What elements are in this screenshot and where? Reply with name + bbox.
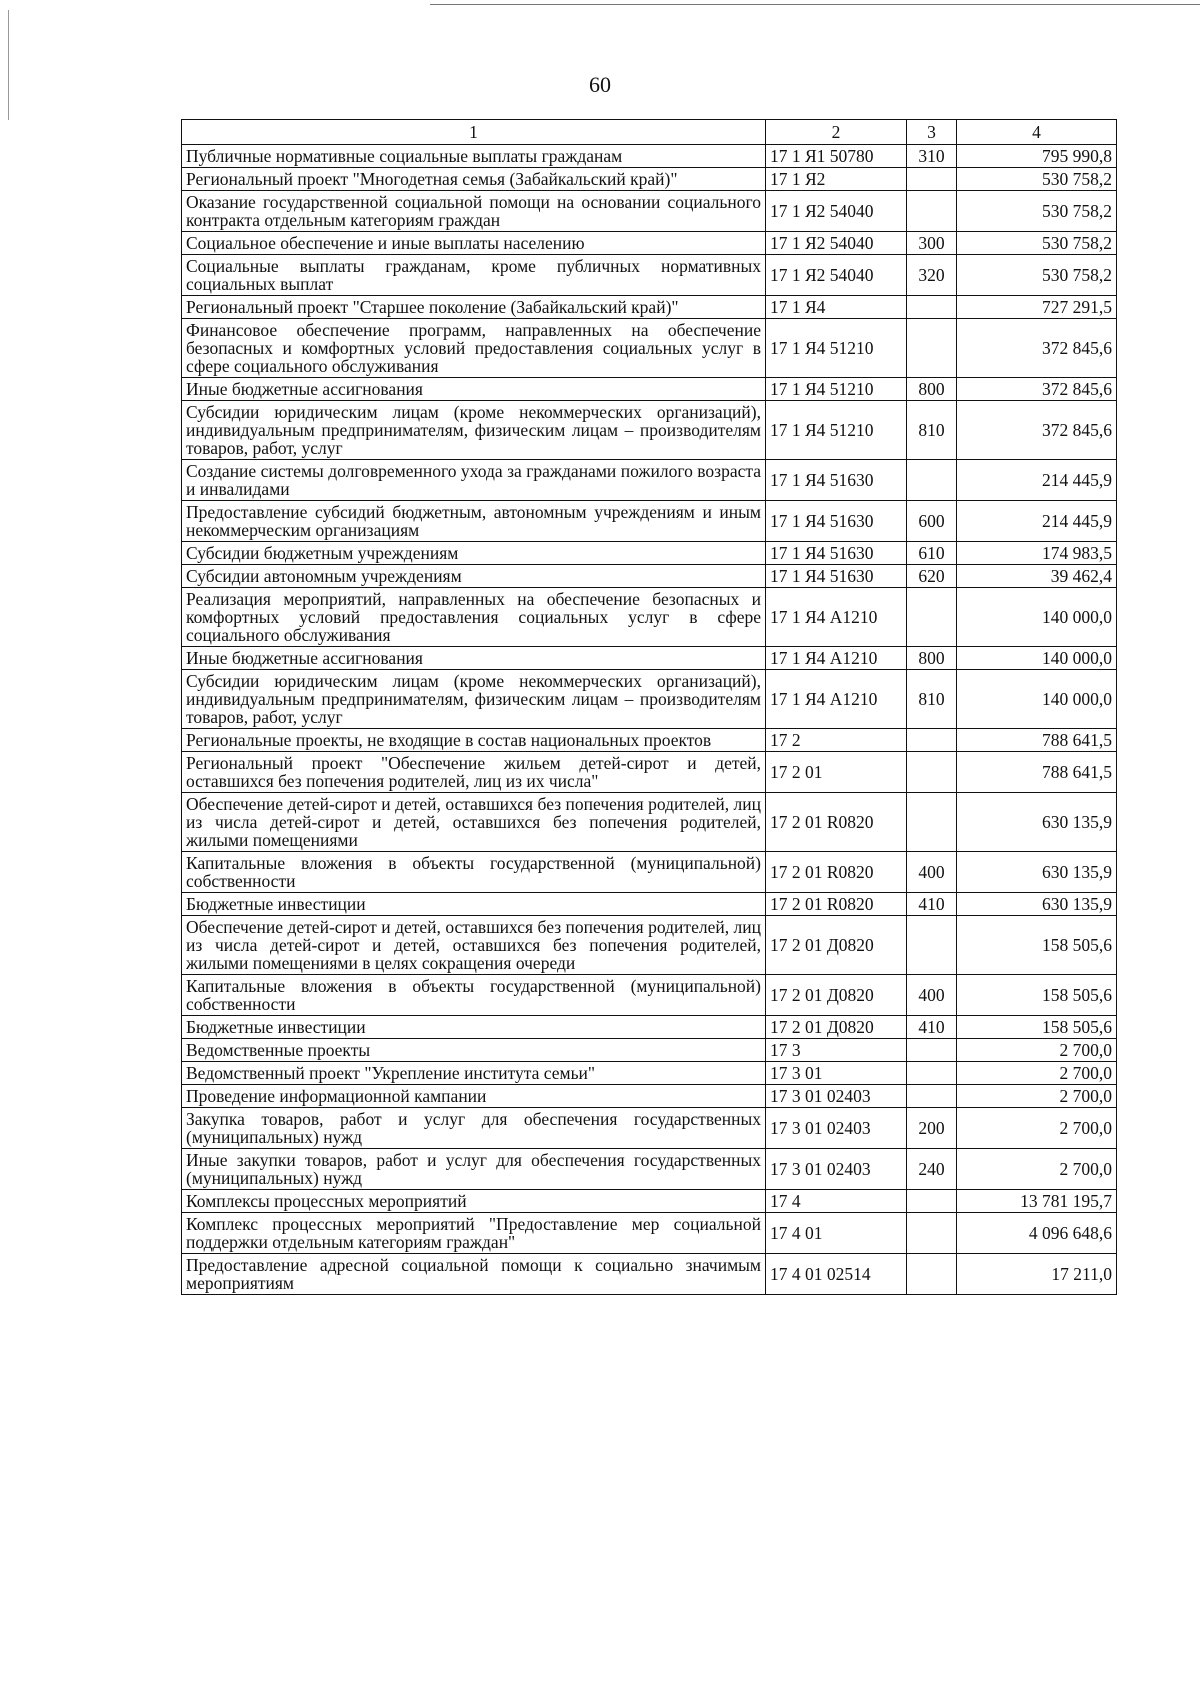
table-row	[182, 168, 1117, 191]
row-code-cell: 17 2 01 R0820	[766, 852, 907, 893]
row-code-cell: 17 2	[766, 729, 907, 752]
row-amount-cell: 2 700,0	[957, 1062, 1117, 1085]
table-row	[182, 565, 1117, 588]
row-amount-cell: 4 096 648,6	[957, 1213, 1117, 1254]
table-row	[182, 1213, 1117, 1254]
table-row	[182, 852, 1117, 893]
row-name-cell: Социальные выплаты гражданам, кроме публичных нормативных социальных выплат	[182, 255, 766, 296]
table-row	[182, 401, 1117, 460]
table-row	[182, 319, 1117, 378]
row-code-cell: 17 1 Я2 54040	[766, 255, 907, 296]
row-expense-type-cell	[907, 1085, 957, 1108]
row-amount-cell: 140 000,0	[957, 588, 1117, 647]
row-expense-type-cell	[907, 1039, 957, 1062]
table-row	[182, 1016, 1117, 1039]
row-code-cell: 17 3	[766, 1039, 907, 1062]
row-code-cell: 17 1 Я4 А1210	[766, 670, 907, 729]
row-expense-type-cell: 800	[907, 378, 957, 401]
table-row	[182, 647, 1117, 670]
table-row	[182, 916, 1117, 975]
table-row	[182, 145, 1117, 168]
row-code-cell: 17 1 Я2	[766, 168, 907, 191]
row-code-cell: 17 3 01	[766, 1062, 907, 1085]
row-amount-cell: 530 758,2	[957, 168, 1117, 191]
table-row	[182, 793, 1117, 852]
row-name-cell: Обеспечение детей-сирот и детей, оставшихся без попечения родителей, лиц из числа детей-сирот и детей, оставшихся без попечения родителей, жилыми помещениями	[182, 793, 766, 852]
row-amount-cell: 140 000,0	[957, 647, 1117, 670]
table-row	[182, 255, 1117, 296]
row-name-cell: Предоставление субсидий бюджетным, автономным учреждениям и иным некоммерческим организациям	[182, 501, 766, 542]
table-row	[182, 1254, 1117, 1295]
row-code-cell: 17 1 Я4 51630	[766, 501, 907, 542]
row-amount-cell: 140 000,0	[957, 670, 1117, 729]
row-code-cell: 17 1 Я2 54040	[766, 232, 907, 255]
row-code-cell: 17 2 01 Д0820	[766, 975, 907, 1016]
row-expense-type-cell: 610	[907, 542, 957, 565]
row-expense-type-cell: 810	[907, 670, 957, 729]
row-amount-cell: 2 700,0	[957, 1039, 1117, 1062]
row-amount-cell: 39 462,4	[957, 565, 1117, 588]
table-row	[182, 501, 1117, 542]
row-name-cell: Создание системы долговременного ухода за гражданами пожилого возраста и инвалидами	[182, 460, 766, 501]
row-expense-type-cell	[907, 1190, 957, 1213]
row-amount-cell: 2 700,0	[957, 1149, 1117, 1190]
row-expense-type-cell: 400	[907, 852, 957, 893]
row-code-cell: 17 1 Я4	[766, 296, 907, 319]
row-amount-cell: 372 845,6	[957, 319, 1117, 378]
row-code-cell: 17 4 01 02514	[766, 1254, 907, 1295]
row-amount-cell: 630 135,9	[957, 852, 1117, 893]
row-amount-cell: 630 135,9	[957, 793, 1117, 852]
row-code-cell: 17 2 01 R0820	[766, 893, 907, 916]
row-code-cell: 17 4	[766, 1190, 907, 1213]
row-expense-type-cell	[907, 168, 957, 191]
row-amount-cell: 530 758,2	[957, 255, 1117, 296]
row-name-cell: Субсидии юридическим лицам (кроме некоммерческих организаций), индивидуальным предпринимателям, физическим лицам – производителям товаров, работ, услуг	[182, 401, 766, 460]
row-name-cell: Субсидии бюджетным учреждениям	[182, 542, 766, 565]
row-expense-type-cell: 800	[907, 647, 957, 670]
row-expense-type-cell	[907, 752, 957, 793]
row-name-cell: Региональные проекты, не входящие в состав национальных проектов	[182, 729, 766, 752]
scan-margin-line	[8, 10, 9, 120]
row-name-cell: Предоставление адресной социальной помощи к социально значимым мероприятиям	[182, 1254, 766, 1295]
row-code-cell: 17 1 Я2 54040	[766, 191, 907, 232]
row-name-cell: Иные бюджетные ассигнования	[182, 647, 766, 670]
row-expense-type-cell	[907, 916, 957, 975]
row-amount-cell: 158 505,6	[957, 975, 1117, 1016]
row-name-cell: Субсидии автономным учреждениям	[182, 565, 766, 588]
row-code-cell: 17 1 Я4 А1210	[766, 588, 907, 647]
table-row	[182, 975, 1117, 1016]
header-col-3: 3	[907, 120, 957, 145]
row-code-cell: 17 1 Я4 51210	[766, 319, 907, 378]
row-code-cell: 17 2 01 Д0820	[766, 1016, 907, 1039]
table-row	[182, 729, 1117, 752]
header-col-2: 2	[766, 120, 907, 145]
row-name-cell: Ведомственные проекты	[182, 1039, 766, 1062]
row-amount-cell: 2 700,0	[957, 1085, 1117, 1108]
row-name-cell: Реализация мероприятий, направленных на обеспечение безопасных и комфортных условий предоставления социальных услуг в сфере социального обслуживания	[182, 588, 766, 647]
table-row	[182, 378, 1117, 401]
table-row	[182, 1062, 1117, 1085]
row-expense-type-cell	[907, 460, 957, 501]
table-row	[182, 296, 1117, 319]
row-name-cell: Социальное обеспечение и иные выплаты населению	[182, 232, 766, 255]
row-name-cell: Комплексы процессных мероприятий	[182, 1190, 766, 1213]
row-name-cell: Региональный проект "Старшее поколение (Забайкальский край)"	[182, 296, 766, 319]
row-name-cell: Финансовое обеспечение программ, направленных на обеспечение безопасных и комфортных условий предоставления социальных услуг в сфере социального обслуживания	[182, 319, 766, 378]
row-amount-cell: 530 758,2	[957, 191, 1117, 232]
row-amount-cell: 214 445,9	[957, 460, 1117, 501]
table-row	[182, 460, 1117, 501]
row-code-cell: 17 3 01 02403	[766, 1085, 907, 1108]
row-expense-type-cell	[907, 729, 957, 752]
table-body	[182, 145, 1117, 1295]
row-name-cell: Капитальные вложения в объекты государственной (муниципальной) собственности	[182, 852, 766, 893]
row-amount-cell: 158 505,6	[957, 916, 1117, 975]
row-code-cell: 17 1 Я4 51630	[766, 460, 907, 501]
table-row	[182, 893, 1117, 916]
table-row	[182, 542, 1117, 565]
row-amount-cell: 795 990,8	[957, 145, 1117, 168]
row-code-cell: 17 2 01	[766, 752, 907, 793]
row-amount-cell: 630 135,9	[957, 893, 1117, 916]
row-name-cell: Ведомственный проект "Укрепление института семьи"	[182, 1062, 766, 1085]
row-name-cell: Капитальные вложения в объекты государственной (муниципальной) собственности	[182, 975, 766, 1016]
row-code-cell: 17 1 Я4 51630	[766, 542, 907, 565]
row-amount-cell: 372 845,6	[957, 401, 1117, 460]
row-code-cell: 17 2 01 R0820	[766, 793, 907, 852]
row-name-cell: Закупка товаров, работ и услуг для обеспечения государственных (муниципальных) нужд	[182, 1108, 766, 1149]
table-row	[182, 1190, 1117, 1213]
row-code-cell: 17 1 Я1 50780	[766, 145, 907, 168]
row-name-cell: Иные закупки товаров, работ и услуг для обеспечения государственных (муниципальных) нужд	[182, 1149, 766, 1190]
table-row	[182, 1108, 1117, 1149]
row-name-cell: Бюджетные инвестиции	[182, 1016, 766, 1039]
header-col-4: 4	[957, 120, 1117, 145]
row-expense-type-cell	[907, 319, 957, 378]
row-name-cell: Оказание государственной социальной помощи на основании социального контракта отдельным категориям граждан	[182, 191, 766, 232]
row-code-cell: 17 1 Я4 51630	[766, 565, 907, 588]
row-expense-type-cell	[907, 296, 957, 319]
header-col-1: 1	[182, 120, 766, 145]
table-row	[182, 588, 1117, 647]
row-name-cell: Проведение информационной кампании	[182, 1085, 766, 1108]
row-amount-cell: 2 700,0	[957, 1108, 1117, 1149]
row-amount-cell: 530 758,2	[957, 232, 1117, 255]
row-name-cell: Бюджетные инвестиции	[182, 893, 766, 916]
row-amount-cell: 788 641,5	[957, 752, 1117, 793]
row-code-cell: 17 1 Я4 51210	[766, 401, 907, 460]
row-code-cell: 17 4 01	[766, 1213, 907, 1254]
table-row	[182, 1149, 1117, 1190]
row-amount-cell: 174 983,5	[957, 542, 1117, 565]
row-expense-type-cell: 400	[907, 975, 957, 1016]
row-name-cell: Региональный проект "Обеспечение жильем детей-сирот и детей, оставшихся без попечения родителей, лиц из их числа"	[182, 752, 766, 793]
row-expense-type-cell	[907, 1254, 957, 1295]
row-name-cell: Региональный проект "Многодетная семья (Забайкальский край)"	[182, 168, 766, 191]
table-row	[182, 1039, 1117, 1062]
row-expense-type-cell	[907, 793, 957, 852]
row-expense-type-cell: 300	[907, 232, 957, 255]
row-name-cell: Комплекс процессных мероприятий "Предоставление мер социальной поддержки отдельным категориям граждан"	[182, 1213, 766, 1254]
row-expense-type-cell	[907, 1062, 957, 1085]
table-row	[182, 191, 1117, 232]
row-expense-type-cell: 410	[907, 1016, 957, 1039]
row-expense-type-cell: 200	[907, 1108, 957, 1149]
table-header-row	[182, 120, 1117, 145]
row-amount-cell: 158 505,6	[957, 1016, 1117, 1039]
row-expense-type-cell	[907, 588, 957, 647]
row-name-cell: Обеспечение детей-сирот и детей, оставшихся без попечения родителей, лиц из числа детей-сирот и детей, оставшихся без попечения родителей, жилыми помещениями в целях сокращения очереди	[182, 916, 766, 975]
row-expense-type-cell: 620	[907, 565, 957, 588]
row-expense-type-cell: 310	[907, 145, 957, 168]
row-code-cell: 17 3 01 02403	[766, 1149, 907, 1190]
table-row	[182, 752, 1117, 793]
row-amount-cell: 788 641,5	[957, 729, 1117, 752]
row-code-cell: 17 1 Я4 51210	[766, 378, 907, 401]
scan-edge-line	[430, 4, 1200, 5]
row-code-cell: 17 2 01 Д0820	[766, 916, 907, 975]
row-amount-cell: 214 445,9	[957, 501, 1117, 542]
row-expense-type-cell	[907, 191, 957, 232]
row-expense-type-cell: 600	[907, 501, 957, 542]
row-name-cell: Субсидии юридическим лицам (кроме некоммерческих организаций), индивидуальным предпринимателям, физическим лицам – производителям товаров, работ, услуг	[182, 670, 766, 729]
row-expense-type-cell: 810	[907, 401, 957, 460]
table-row	[182, 232, 1117, 255]
row-code-cell: 17 3 01 02403	[766, 1108, 907, 1149]
row-name-cell: Публичные нормативные социальные выплаты гражданам	[182, 145, 766, 168]
budget-table	[181, 119, 1117, 1295]
table-row	[182, 670, 1117, 729]
row-expense-type-cell: 240	[907, 1149, 957, 1190]
row-amount-cell: 13 781 195,7	[957, 1190, 1117, 1213]
row-expense-type-cell	[907, 1213, 957, 1254]
page-number: 60	[589, 72, 611, 97]
row-amount-cell: 727 291,5	[957, 296, 1117, 319]
row-amount-cell: 372 845,6	[957, 378, 1117, 401]
row-code-cell: 17 1 Я4 А1210	[766, 647, 907, 670]
row-expense-type-cell: 410	[907, 893, 957, 916]
row-expense-type-cell: 320	[907, 255, 957, 296]
table-row	[182, 1085, 1117, 1108]
row-name-cell: Иные бюджетные ассигнования	[182, 378, 766, 401]
row-amount-cell: 17 211,0	[957, 1254, 1117, 1295]
